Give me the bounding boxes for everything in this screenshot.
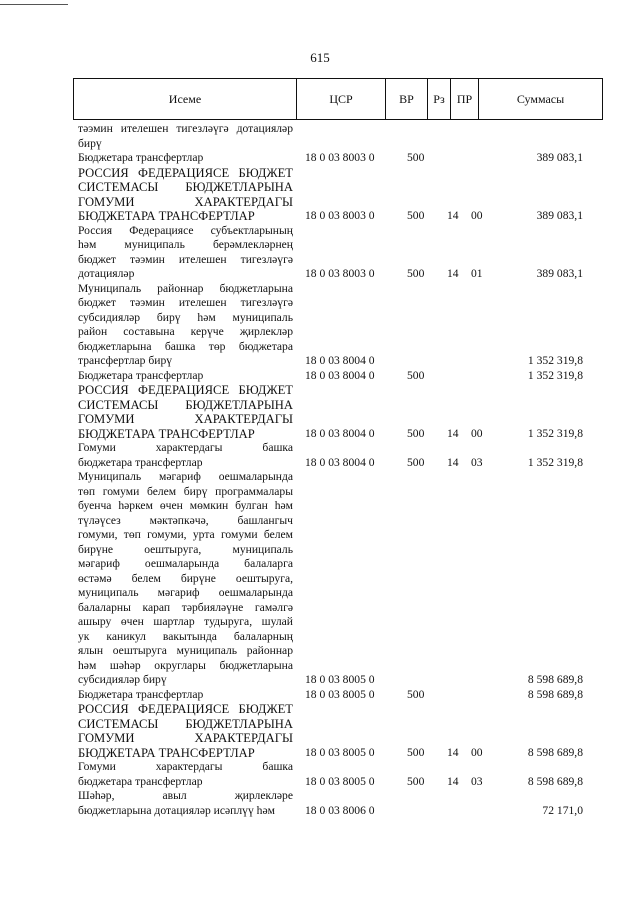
csr-cell: 18 0 03 8005 0 <box>305 687 375 701</box>
row-name <box>78 441 293 470</box>
row-name <box>78 224 293 282</box>
row-name <box>78 789 293 818</box>
name-line: гомуми, төп гомуми, урта гомуми белем <box>78 528 293 541</box>
name-line: ГОМУМИ ХАРАКТЕРДАГЫ <box>78 412 293 426</box>
row-name <box>78 166 293 224</box>
page-number: 615 <box>310 50 330 65</box>
vr-cell: 500 <box>407 368 425 382</box>
header-rz: Рз <box>428 79 451 119</box>
vr-cell: 500 <box>407 267 425 280</box>
name-line: бюджетара трансфертлар <box>78 455 203 469</box>
csr-cell: 18 0 03 8004 0 <box>305 426 375 440</box>
name-line: бирү <box>78 136 102 150</box>
vr-cell: 500 <box>407 687 425 701</box>
pr-cell: 00 <box>471 426 483 440</box>
name-line: БЮДЖЕТАРА ТРАНСФЕРТЛАР <box>78 209 255 223</box>
vr-cell: 500 <box>407 774 425 788</box>
name-line: һәм шәһәр округлары бюджетларына <box>78 658 293 672</box>
name-line: СИСТЕМАСЫ БЮДЖЕТЛАРЫНА <box>78 397 293 412</box>
header-pr: ПР <box>451 79 479 119</box>
header-name: Исеме <box>74 79 297 119</box>
name-line: бюджетларына дотацияләр исәплүү һәм <box>78 803 275 817</box>
csr-cell: 18 0 03 8005 0 <box>305 673 375 686</box>
sum-cell: 8 598 689,8 <box>527 745 583 759</box>
rz-cell: 14 <box>447 455 459 469</box>
sum-cell: 8 598 689,8 <box>527 774 583 788</box>
name-line: дотацияләр <box>78 267 135 280</box>
vr-cell: 500 <box>407 745 425 759</box>
name-line: РОССИЯ ФЕДЕРАЦИЯСЕ БЮДЖЕТ <box>78 702 293 716</box>
name-line: Муниципаль мәгариф оешмаларында <box>78 470 293 483</box>
name-line: мәгариф оешмаларында балаларга <box>78 557 293 570</box>
csr-cell: 18 0 03 8005 0 <box>305 745 375 759</box>
row-name <box>78 369 293 384</box>
csr-cell: 18 0 03 8005 0 <box>305 774 375 788</box>
rz-cell: 14 <box>447 426 459 440</box>
name-line: бюджет тәэмин ителешен тигезләүгә <box>78 252 293 266</box>
name-line: һәм муниципаль берәмлекләрнең <box>78 238 293 251</box>
row-name <box>78 470 293 688</box>
rz-cell: 14 <box>447 774 459 788</box>
row-name <box>78 383 293 441</box>
row-name <box>78 282 293 369</box>
name-line: Муниципаль районнар бюджетларына <box>78 281 293 295</box>
pr-cell: 03 <box>471 774 483 788</box>
sum-cell: 8 598 689,8 <box>527 687 583 701</box>
name-line: төп гомуми белем бирү программалары <box>78 484 293 498</box>
row-name <box>78 122 293 151</box>
name-line: ялын оештыруга муниципаль районнар <box>78 644 293 657</box>
name-line: Гомуми характердагы башка <box>78 441 293 454</box>
header-sum: Суммасы <box>516 92 565 106</box>
name-line: буенча һәркем өчен мөмкин булган һәм <box>78 499 293 512</box>
name-line: Россия Федерациясе субъектларының <box>78 223 293 237</box>
pr-cell: 03 <box>471 455 483 469</box>
name-line: СИСТЕМАСЫ БЮДЖЕТЛАРЫНА <box>78 180 293 194</box>
rz-cell: 14 <box>447 209 459 222</box>
row-name <box>78 760 293 789</box>
name-line: БЮДЖЕТАРА ТРАНСФЕРТЛАР <box>78 426 255 441</box>
name-line: тәэмин ителешен тигезләүгә дотацияләр <box>78 122 293 135</box>
name-line: район составына керүче җирлекләр <box>78 325 293 338</box>
pr-cell: 01 <box>471 267 483 280</box>
name-line: ГОМУМИ ХАРАКТЕРДАГЫ <box>78 194 293 209</box>
row-name <box>78 688 293 703</box>
header-csr: ЦСР <box>297 79 386 119</box>
sum-cell: 8 598 689,8 <box>527 673 583 686</box>
name-line: муниципаль мәгариф оешмаларында <box>78 586 293 599</box>
name-line: Бюджетара трансфертлар <box>78 151 204 164</box>
name-line: Бюджетара трансфертлар <box>78 368 204 382</box>
name-line: өстәмә белем бирүне оештыруга, <box>78 571 293 585</box>
name-line: БЮДЖЕТАРА ТРАНСФЕРТЛАР <box>78 745 255 760</box>
csr-cell: 18 0 03 8003 0 <box>305 267 375 280</box>
name-line: Бюджетара трансфертлар <box>78 687 204 701</box>
csr-cell: 18 0 03 8004 0 <box>305 354 375 367</box>
sum-cell: 1 352 319,8 <box>527 455 583 469</box>
name-line: СИСТЕМАСЫ БЮДЖЕТЛАРЫНА <box>78 716 293 731</box>
row-name <box>78 151 293 166</box>
sum-cell: 389 083,1 <box>536 267 583 280</box>
csr-cell: 18 0 03 8004 0 <box>305 455 375 469</box>
name-line: бюджетара трансфертлар <box>78 774 203 788</box>
name-line: түләүсез мәктәпкәчә, башлангыч <box>78 513 293 527</box>
name-line: бюджетларына башка төр бюджетара <box>78 339 293 353</box>
vr-cell: 500 <box>407 209 425 222</box>
vr-cell: 500 <box>407 455 425 469</box>
sum-cell: 72 171,0 <box>542 803 583 817</box>
pr-cell: 00 <box>471 745 483 759</box>
vr-cell: 500 <box>407 426 425 440</box>
name-line: бирүне оештыруга, муниципаль <box>78 542 293 556</box>
name-line: Шәһәр, авыл җирлекләре <box>78 789 293 802</box>
rz-cell: 14 <box>447 745 459 759</box>
table-header <box>73 78 603 120</box>
name-line: субсидияләр бирү <box>78 673 167 686</box>
sum-cell: 1 352 319,8 <box>527 368 583 382</box>
name-line: ГОМУМИ ХАРАКТЕРДАГЫ <box>78 731 293 745</box>
rz-cell: 14 <box>447 267 459 280</box>
name-line: ук каникул вакытында балаларның <box>78 629 293 643</box>
csr-cell: 18 0 03 8003 0 <box>305 151 375 164</box>
sum-cell: 389 083,1 <box>536 151 583 164</box>
csr-cell: 18 0 03 8006 0 <box>305 803 375 817</box>
sum-cell: 1 352 319,8 <box>527 426 583 440</box>
csr-cell: 18 0 03 8004 0 <box>305 368 375 382</box>
row-name <box>78 702 293 760</box>
name-line: бюджет тәэмин ителешен тигезләүгә <box>78 296 293 309</box>
sum-cell: 389 083,1 <box>536 209 583 222</box>
name-line: РОССИЯ ФЕДЕРАЦИЯСЕ БЮДЖЕТ <box>78 383 293 397</box>
sum-cell: 1 352 319,8 <box>527 354 583 367</box>
name-line: балаларны карап тәрбияләүне гамәлгә <box>78 600 293 614</box>
csr-cell: 18 0 03 8003 0 <box>305 209 375 222</box>
top-rule <box>0 4 68 5</box>
name-line: ашыру өчен шартлар тудыруга, шулай <box>78 615 293 628</box>
vr-cell: 500 <box>407 151 425 164</box>
name-line: Гомуми характердагы башка <box>78 760 293 773</box>
name-line: субсидияләр бирү һәм муниципаль <box>78 310 293 324</box>
header-vr: ВР <box>386 79 428 119</box>
pr-cell: 00 <box>471 209 483 222</box>
name-line: трансфертлар бирү <box>78 354 173 367</box>
name-line: РОССИЯ ФЕДЕРАЦИЯСЕ БЮДЖЕТ <box>78 165 293 180</box>
